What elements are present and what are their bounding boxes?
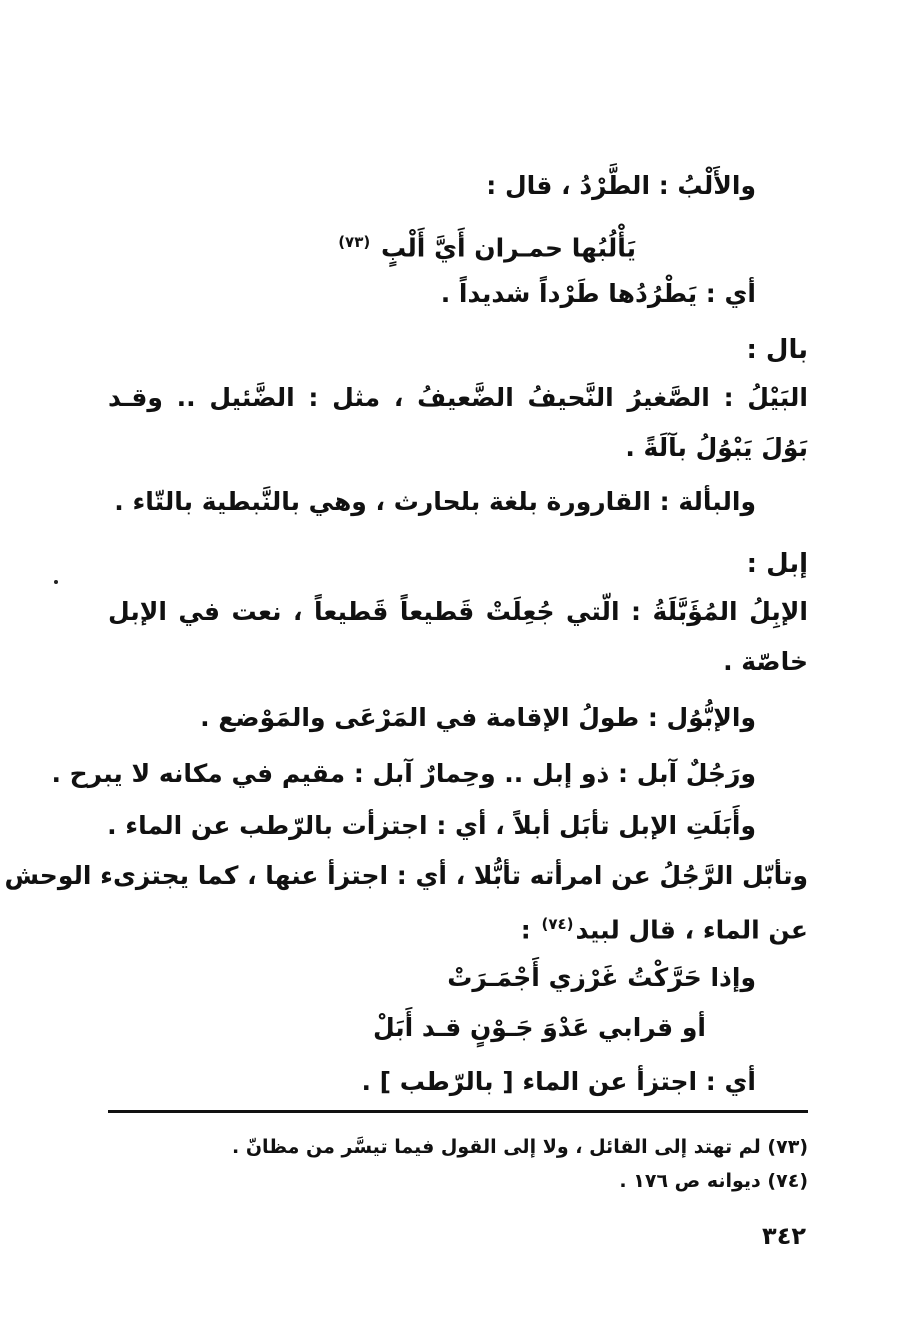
verse-line: وإذا حَرَّكْتُ غَرْزي أَجْمَـرَتْ [447, 963, 756, 992]
footnote: (٧٣) لم تهتد إلى القائل ، ولا إلى القول فيما تيسَّر من مظانّ . [231, 1136, 808, 1158]
text-line: وتأبّل الرَّجُلُ عن امرأته تأبُّلا ، أي : اجتزأ عنها ، كما يجتزىء الوحش [4, 861, 808, 890]
text-line: والأَلْبُ : الطَّرْدُ ، قال : [486, 171, 756, 200]
text-line: بَوُلَ يَبْوُلُ بآلَةً . [625, 433, 808, 462]
verse-text: يَأْلُبُها حمـران أَيَّ أَلْبٍ [380, 233, 636, 263]
text-line: والبألة : القارورة بلغة بلحارث ، وهي بالنَّبطية بالتّاء . [114, 487, 756, 516]
verse-line [336, 224, 636, 266]
entry-heading: إبل : [746, 549, 808, 579]
text-line: ورَجُلٌ آبل : ذو إبل .. وحِمارٌ آبل : مقيم في مكانه لا يبرح . [51, 759, 756, 788]
footnote-ref: (٧٤) [541, 915, 574, 933]
footnote-divider [108, 1110, 808, 1113]
text-line: وأَبَلَتِ الإبل تأبَل أبلاً ، أي : اجتزأت بالرّطب عن الماء . [107, 811, 756, 840]
text-line: أي : اجتزأ عن الماء [ بالرّطب ] . [361, 1067, 756, 1096]
text-line: والإبُّوُل : طولُ الإقامة في المَرْعَى والمَوْضع . [200, 703, 756, 732]
verse-line: أو قرابي عَدْوَ جَـوْنٍ قـد أَبَلْ [372, 1013, 706, 1042]
colon: : [520, 915, 531, 945]
text-line: خاصّة . [723, 647, 808, 676]
text-line: الإبِلُ المُؤَبَّلَةُ : الّتي جُعِلَتْ قَطيعاً قَطيعاً ، نعت في الإبل [108, 597, 808, 626]
text-line: البَيْلُ : الصَّغيرُ النَّحيفُ الضَّعيفُ ، مثل : الضَّئيل .. وقـد [108, 383, 808, 412]
text-span: عن الماء ، قال لبيد [575, 915, 808, 945]
text-line: أي : يَطْرُدُها طَرْداً شديداً . [440, 279, 756, 308]
speck-mark [54, 580, 58, 584]
page-number: ٣٤٢ [762, 1222, 806, 1250]
footnote: (٧٤) ديوانه ص ١٧٦ . [619, 1170, 808, 1192]
text-line [521, 906, 808, 948]
footnote-ref: (٧٣) [338, 233, 371, 251]
entry-heading: بال : [746, 335, 808, 365]
